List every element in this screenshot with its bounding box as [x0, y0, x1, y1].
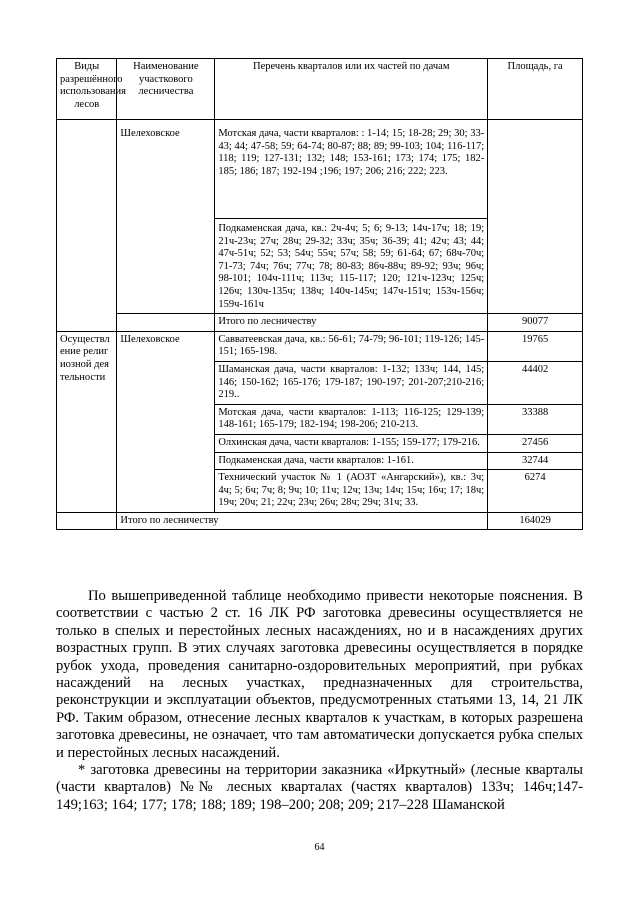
table-total-row — [57, 512, 583, 530]
area-cell: 44402 — [488, 361, 583, 404]
table-row — [57, 120, 583, 219]
use-type-cell: Осуществление религиозной деятельности — [57, 331, 117, 512]
explanation-paragraph: По вышеприведенной таблице необходимо привести некоторые пояснения. В соответствии с частью 2 ст. 16 ЛК РФ заготовка древесины осуществляется не только в спелых и перестойных лесных насаждениях, но и в насаждениях других возрастных групп. В этих случаях заготовка древесины осуществляется в порядке рубок ухода, проведения санитарно-оздоровительных мероприятий, при рубках насаждений на лесных участках, предназначенных для строительства, реконструкции и эксплуатации объектов, предусмотренных статьями 13, 14, 21 ЛК РФ. Таким образом, отнесение лесных кварталов к участкам, в которых разрешена заготовка древесины, не означает, что там автоматически допускается рубка спелых и перестойных лесных насаждений. — [56, 588, 583, 761]
header-quarters-list: Перечень кварталов или их частей по дачам — [215, 59, 488, 120]
forestry-cell-empty — [117, 314, 215, 332]
quarters-cell: Шаманская дача, части кварталов: 1-132; 133ч; 144, 145; 146; 150-162; 165-176; 179-187; 190-197; 201-207;210-216; 219.. — [215, 361, 488, 404]
area-cell-empty — [488, 120, 583, 314]
use-type-cell-empty — [57, 512, 117, 530]
header-use-type: Виды разрешённого использования лесов — [57, 59, 117, 120]
quarters-cell: Подкаменская дача, кв.: 2ч-4ч; 5; 6; 9-13; 14ч-17ч; 18; 19; 21ч-23ч; 27ч; 28ч; 29-32; 33ч; 35ч; 36-39; 41; 42ч; 43; 44; 47ч-51ч; 52; 53; 54ч; 55ч; 57ч; 58; 59; 61-64; 67; 68ч-70ч; 71-73; 74ч; 76ч; 77ч; 78; 80-83; 86ч-88ч; 89-92; 93ч; 96ч; 98-101; 104ч-111ч; 113ч; 115-117; 120; 121ч-123ч; 125ч; 126ч; 130ч-135ч; 138ч; 140ч-145ч; 147ч-151ч; 153ч-156ч; 159ч-161ч — [215, 219, 488, 314]
total-label: Итого по лесничеству — [117, 512, 488, 530]
quarters-cell: Мотская дача, части кварталов: 1-113; 116-125; 129-139; 148-161; 165-179; 182-194; 198-206; 210-213. — [215, 404, 488, 434]
area-cell: 6274 — [488, 470, 583, 513]
footnote-paragraph: * заготовка древесины на территории заказника «Иркутный» (лесные кварталы (части кварталов) №№ лесных кварталах (частях кварталов) 133ч; 146ч;147-149;163; 164; 177; 178; 188; 189; 198–200; 208; 209; 217–228 Шаманской — [56, 762, 583, 813]
area-cell: 32744 — [488, 452, 583, 470]
table-total-row — [57, 314, 583, 332]
quarters-cell: Савватеевская дача, кв.: 56-61; 74-79; 96-101; 119-126; 145-151; 165-198. — [215, 331, 488, 361]
area-cell: 27456 — [488, 434, 583, 452]
total-value: 164029 — [488, 512, 583, 530]
quarters-cell: Мотская дача, части кварталов: : 1-14; 15; 18-28; 29; 30; 33-43; 44; 47-58; 59; 64-74; 80-87; 88; 89; 99-103; 104; 116-117; 118; 119; 127-131; 132; 148; 153-161; 173; 174; 175; 182-185; 186; 187; 192-194 ;196; 197; 206; 216; 222; 223. — [215, 120, 488, 219]
total-label: Итого по лесничеству — [215, 314, 488, 332]
table-row — [57, 331, 583, 361]
page-number: 64 — [314, 842, 325, 853]
quarters-cell: Подкаменская дача, части кварталов: 1-161. — [215, 452, 488, 470]
quarters-cell: Олхинская дача, части кварталов: 1-155; 159-177; 179-216. — [215, 434, 488, 452]
quarters-cell: Технический участок № 1 (АОЗТ «Ангарский»), кв.: 3ч; 4ч; 5; 6ч; 7ч; 8; 9ч; 10; 11ч; 12ч; 13ч; 14ч; 15ч; 16ч; 17; 18ч; 19ч; 20ч; 21; 22ч; 23ч; 26ч; 28ч; 29ч; 31ч; 33. — [215, 470, 488, 513]
header-forestry-name: Наименование участкового лесничества — [117, 59, 215, 120]
forestry-cell: Шелеховское — [117, 120, 215, 314]
forestry-cell: Шелеховское — [117, 331, 215, 512]
area-cell: 33388 — [488, 404, 583, 434]
total-value: 90077 — [488, 314, 583, 332]
header-area: Площадь, га — [488, 59, 583, 120]
use-type-cell-empty — [57, 120, 117, 332]
table-header-row — [57, 59, 583, 120]
forest-use-table — [56, 58, 583, 530]
area-cell: 19765 — [488, 331, 583, 361]
